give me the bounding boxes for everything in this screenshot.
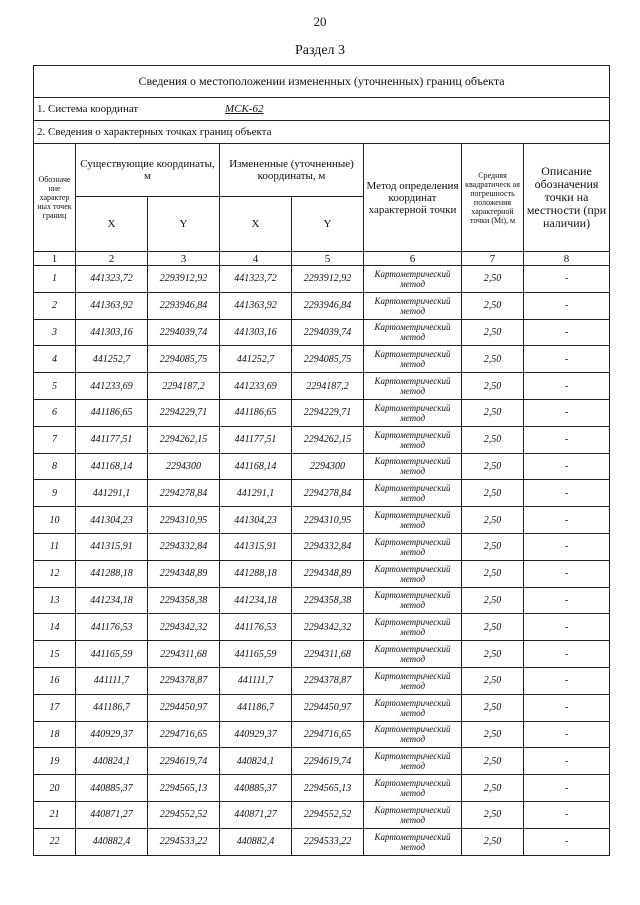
method-cell: Картометрический метод	[364, 453, 462, 480]
precision-cell: 2,50	[462, 775, 524, 802]
changed-y-cell: 2293912,92	[292, 266, 364, 293]
column-number: 6	[364, 252, 462, 266]
changed-x-cell: 441111,7	[220, 667, 292, 694]
table-row	[34, 399, 610, 426]
table-row	[34, 292, 610, 319]
header-y-existing: Y	[148, 197, 220, 252]
section-title: Раздел 3	[294, 43, 346, 58]
description-cell: -	[524, 346, 610, 373]
changed-y-cell: 2294565,13	[292, 775, 364, 802]
table-row	[34, 533, 610, 560]
description-cell: -	[524, 319, 610, 346]
description-cell: -	[524, 587, 610, 614]
table-row	[34, 801, 610, 828]
existing-y-cell: 2294552,52	[148, 801, 220, 828]
method-cell: Картометрический метод	[364, 748, 462, 775]
precision-cell: 2,50	[462, 319, 524, 346]
existing-x-cell: 441323,72	[76, 266, 148, 293]
column-number: 4	[220, 252, 292, 266]
table-row	[34, 641, 610, 668]
header-designation: Обозначе ние характер ных точек границ	[34, 144, 76, 252]
changed-y-cell: 2294348,89	[292, 560, 364, 587]
changed-y-cell: 2294342,32	[292, 614, 364, 641]
existing-x-cell: 440871,27	[76, 801, 148, 828]
changed-x-cell: 441176,53	[220, 614, 292, 641]
table-row	[34, 507, 610, 534]
method-cell: Картометрический метод	[364, 292, 462, 319]
method-cell: Картометрический метод	[364, 801, 462, 828]
existing-x-cell: 441176,53	[76, 614, 148, 641]
point-number-cell: 14	[34, 614, 76, 641]
description-cell: -	[524, 292, 610, 319]
existing-x-cell: 441165,59	[76, 641, 148, 668]
method-cell: Картометрический метод	[364, 319, 462, 346]
existing-y-cell: 2294358,38	[148, 587, 220, 614]
changed-x-cell: 441363,92	[220, 292, 292, 319]
changed-x-cell: 441323,72	[220, 266, 292, 293]
existing-x-cell: 441291,1	[76, 480, 148, 507]
page-number: 20	[313, 14, 327, 29]
existing-x-cell: 440885,37	[76, 775, 148, 802]
point-number-cell: 17	[34, 694, 76, 721]
changed-y-cell: 2294332,84	[292, 533, 364, 560]
table-row	[34, 560, 610, 587]
method-cell: Картометрический метод	[364, 667, 462, 694]
existing-y-cell: 2294619,74	[148, 748, 220, 775]
changed-y-cell: 2294311,68	[292, 641, 364, 668]
point-number-cell: 6	[34, 399, 76, 426]
table-row	[34, 587, 610, 614]
table-row	[34, 721, 610, 748]
description-cell: -	[524, 399, 610, 426]
precision-cell: 2,50	[462, 426, 524, 453]
precision-cell: 2,50	[462, 560, 524, 587]
point-number-cell: 7	[34, 426, 76, 453]
existing-x-cell: 441315,91	[76, 533, 148, 560]
method-cell: Картометрический метод	[364, 507, 462, 534]
point-number-cell: 22	[34, 828, 76, 855]
point-number-cell: 16	[34, 667, 76, 694]
point-number-cell: 3	[34, 319, 76, 346]
description-cell: -	[524, 614, 610, 641]
existing-y-cell: 2294311,68	[148, 641, 220, 668]
existing-y-cell: 2294342,32	[148, 614, 220, 641]
precision-cell: 2,50	[462, 801, 524, 828]
column-number: 3	[148, 252, 220, 266]
changed-x-cell: 440824,1	[220, 748, 292, 775]
point-number-cell: 13	[34, 587, 76, 614]
description-cell: -	[524, 694, 610, 721]
existing-y-cell: 2294278,84	[148, 480, 220, 507]
header-x-existing: X	[76, 197, 148, 252]
point-number-cell: 12	[34, 560, 76, 587]
existing-y-cell: 2294533,22	[148, 828, 220, 855]
existing-y-cell: 2294450,97	[148, 694, 220, 721]
precision-cell: 2,50	[462, 641, 524, 668]
existing-x-cell: 440882,4	[76, 828, 148, 855]
precision-cell: 2,50	[462, 587, 524, 614]
method-cell: Картометрический метод	[364, 721, 462, 748]
table-row	[34, 694, 610, 721]
method-cell: Картометрический метод	[364, 614, 462, 641]
method-cell: Картометрический метод	[364, 828, 462, 855]
changed-y-cell: 2294533,22	[292, 828, 364, 855]
existing-x-cell: 440824,1	[76, 748, 148, 775]
method-cell: Картометрический метод	[364, 480, 462, 507]
existing-y-cell: 2293912,92	[148, 266, 220, 293]
table-row	[34, 614, 610, 641]
coord-system-value: МСК-62	[225, 103, 264, 115]
description-cell: -	[524, 721, 610, 748]
coord-system-label: 1. Система координат	[37, 103, 139, 115]
changed-y-cell: 2294450,97	[292, 694, 364, 721]
header-precision: Средняя квадратическ ая погрешность положения характерной точки (Mt), м	[462, 144, 524, 252]
table-row	[34, 346, 610, 373]
precision-cell: 2,50	[462, 533, 524, 560]
header-method: Метод определения координат характерной точки	[364, 144, 462, 252]
existing-x-cell: 441234,18	[76, 587, 148, 614]
method-cell: Картометрический метод	[364, 560, 462, 587]
points-heading: 2. Сведения о характерных точках границ объекта	[34, 121, 610, 144]
changed-x-cell: 441234,18	[220, 587, 292, 614]
table-row	[34, 480, 610, 507]
description-cell: -	[524, 266, 610, 293]
coord-system-row	[34, 98, 610, 121]
point-number-cell: 2	[34, 292, 76, 319]
table-row	[34, 373, 610, 400]
existing-x-cell: 441252,7	[76, 346, 148, 373]
method-cell: Картометрический метод	[364, 373, 462, 400]
column-number: 7	[462, 252, 524, 266]
point-number-cell: 5	[34, 373, 76, 400]
point-number-cell: 10	[34, 507, 76, 534]
description-cell: -	[524, 828, 610, 855]
description-cell: -	[524, 748, 610, 775]
existing-x-cell: 441288,18	[76, 560, 148, 587]
column-number: 1	[34, 252, 76, 266]
precision-cell: 2,50	[462, 292, 524, 319]
column-number: 5	[292, 252, 364, 266]
changed-x-cell: 440882,4	[220, 828, 292, 855]
existing-y-cell: 2294378,87	[148, 667, 220, 694]
existing-y-cell: 2294348,89	[148, 560, 220, 587]
changed-x-cell: 441304,23	[220, 507, 292, 534]
changed-x-cell: 441186,7	[220, 694, 292, 721]
precision-cell: 2,50	[462, 828, 524, 855]
point-number-cell: 19	[34, 748, 76, 775]
column-number: 8	[524, 252, 610, 266]
precision-cell: 2,50	[462, 346, 524, 373]
table-row	[34, 319, 610, 346]
existing-y-cell: 2294229,71	[148, 399, 220, 426]
table-row	[34, 775, 610, 802]
point-number-cell: 1	[34, 266, 76, 293]
method-cell: Картометрический метод	[364, 399, 462, 426]
existing-x-cell: 441303,16	[76, 319, 148, 346]
precision-cell: 2,50	[462, 266, 524, 293]
table-row	[34, 828, 610, 855]
description-cell: -	[524, 426, 610, 453]
table-row	[34, 426, 610, 453]
description-cell: -	[524, 453, 610, 480]
changed-x-cell: 441252,7	[220, 346, 292, 373]
existing-x-cell: 441168,14	[76, 453, 148, 480]
existing-y-cell: 2294187,2	[148, 373, 220, 400]
changed-x-cell: 440929,37	[220, 721, 292, 748]
precision-cell: 2,50	[462, 667, 524, 694]
description-cell: -	[524, 507, 610, 534]
existing-x-cell: 440929,37	[76, 721, 148, 748]
table-row	[34, 266, 610, 293]
changed-x-cell: 441168,14	[220, 453, 292, 480]
existing-x-cell: 441363,92	[76, 292, 148, 319]
precision-cell: 2,50	[462, 480, 524, 507]
existing-y-cell: 2294310,95	[148, 507, 220, 534]
table-caption: Сведения о местоположении измененных (уточненных) границ объекта	[34, 66, 610, 98]
changed-y-cell: 2293946,84	[292, 292, 364, 319]
changed-x-cell: 441303,16	[220, 319, 292, 346]
table-row	[34, 453, 610, 480]
precision-cell: 2,50	[462, 694, 524, 721]
changed-y-cell: 2294619,74	[292, 748, 364, 775]
changed-y-cell: 2294039,74	[292, 319, 364, 346]
header-y-changed: Y	[292, 197, 364, 252]
changed-y-cell: 2294229,71	[292, 399, 364, 426]
precision-cell: 2,50	[462, 507, 524, 534]
boundary-points-table	[33, 65, 610, 856]
precision-cell: 2,50	[462, 373, 524, 400]
changed-y-cell: 2294278,84	[292, 480, 364, 507]
changed-x-cell: 441315,91	[220, 533, 292, 560]
existing-x-cell: 441186,65	[76, 399, 148, 426]
changed-y-cell: 2294187,2	[292, 373, 364, 400]
header-changed-coords: Измененные (уточненные) координаты, м	[220, 144, 364, 197]
existing-y-cell: 2294300	[148, 453, 220, 480]
existing-x-cell: 441111,7	[76, 667, 148, 694]
existing-x-cell: 441233,69	[76, 373, 148, 400]
method-cell: Картометрический метод	[364, 346, 462, 373]
existing-x-cell: 441177,51	[76, 426, 148, 453]
column-number: 2	[76, 252, 148, 266]
method-cell: Картометрический метод	[364, 641, 462, 668]
changed-x-cell: 440885,37	[220, 775, 292, 802]
existing-y-cell: 2293946,84	[148, 292, 220, 319]
header-description: Описание обозначения точки на местности (при наличии)	[524, 144, 610, 252]
existing-x-cell: 441186,7	[76, 694, 148, 721]
description-cell: -	[524, 641, 610, 668]
precision-cell: 2,50	[462, 453, 524, 480]
point-number-cell: 8	[34, 453, 76, 480]
method-cell: Картометрический метод	[364, 587, 462, 614]
changed-x-cell: 441177,51	[220, 426, 292, 453]
changed-x-cell: 441233,69	[220, 373, 292, 400]
existing-y-cell: 2294262,15	[148, 426, 220, 453]
method-cell: Картометрический метод	[364, 533, 462, 560]
changed-x-cell: 441288,18	[220, 560, 292, 587]
method-cell: Картометрический метод	[364, 775, 462, 802]
changed-y-cell: 2294552,52	[292, 801, 364, 828]
header-existing-coords: Существующие координаты, м	[76, 144, 220, 197]
table-row	[34, 667, 610, 694]
description-cell: -	[524, 533, 610, 560]
existing-y-cell: 2294332,84	[148, 533, 220, 560]
changed-x-cell: 441165,59	[220, 641, 292, 668]
existing-x-cell: 441304,23	[76, 507, 148, 534]
description-cell: -	[524, 480, 610, 507]
precision-cell: 2,50	[462, 399, 524, 426]
changed-y-cell: 2294378,87	[292, 667, 364, 694]
header-x-changed: X	[220, 197, 292, 252]
changed-y-cell: 2294358,38	[292, 587, 364, 614]
existing-y-cell: 2294085,75	[148, 346, 220, 373]
method-cell: Картометрический метод	[364, 426, 462, 453]
precision-cell: 2,50	[462, 748, 524, 775]
changed-x-cell: 441291,1	[220, 480, 292, 507]
existing-y-cell: 2294565,13	[148, 775, 220, 802]
description-cell: -	[524, 775, 610, 802]
precision-cell: 2,50	[462, 721, 524, 748]
point-number-cell: 18	[34, 721, 76, 748]
changed-x-cell: 441186,65	[220, 399, 292, 426]
table-row	[34, 748, 610, 775]
description-cell: -	[524, 560, 610, 587]
point-number-cell: 11	[34, 533, 76, 560]
description-cell: -	[524, 667, 610, 694]
point-number-cell: 4	[34, 346, 76, 373]
existing-y-cell: 2294039,74	[148, 319, 220, 346]
column-number-row	[34, 252, 610, 266]
description-cell: -	[524, 373, 610, 400]
method-cell: Картометрический метод	[364, 266, 462, 293]
changed-x-cell: 440871,27	[220, 801, 292, 828]
changed-y-cell: 2294085,75	[292, 346, 364, 373]
existing-y-cell: 2294716,65	[148, 721, 220, 748]
point-number-cell: 20	[34, 775, 76, 802]
changed-y-cell: 2294262,15	[292, 426, 364, 453]
method-cell: Картометрический метод	[364, 694, 462, 721]
point-number-cell: 21	[34, 801, 76, 828]
changed-y-cell: 2294310,95	[292, 507, 364, 534]
point-number-cell: 9	[34, 480, 76, 507]
description-cell: -	[524, 801, 610, 828]
changed-y-cell: 2294716,65	[292, 721, 364, 748]
point-number-cell: 15	[34, 641, 76, 668]
precision-cell: 2,50	[462, 614, 524, 641]
changed-y-cell: 2294300	[292, 453, 364, 480]
